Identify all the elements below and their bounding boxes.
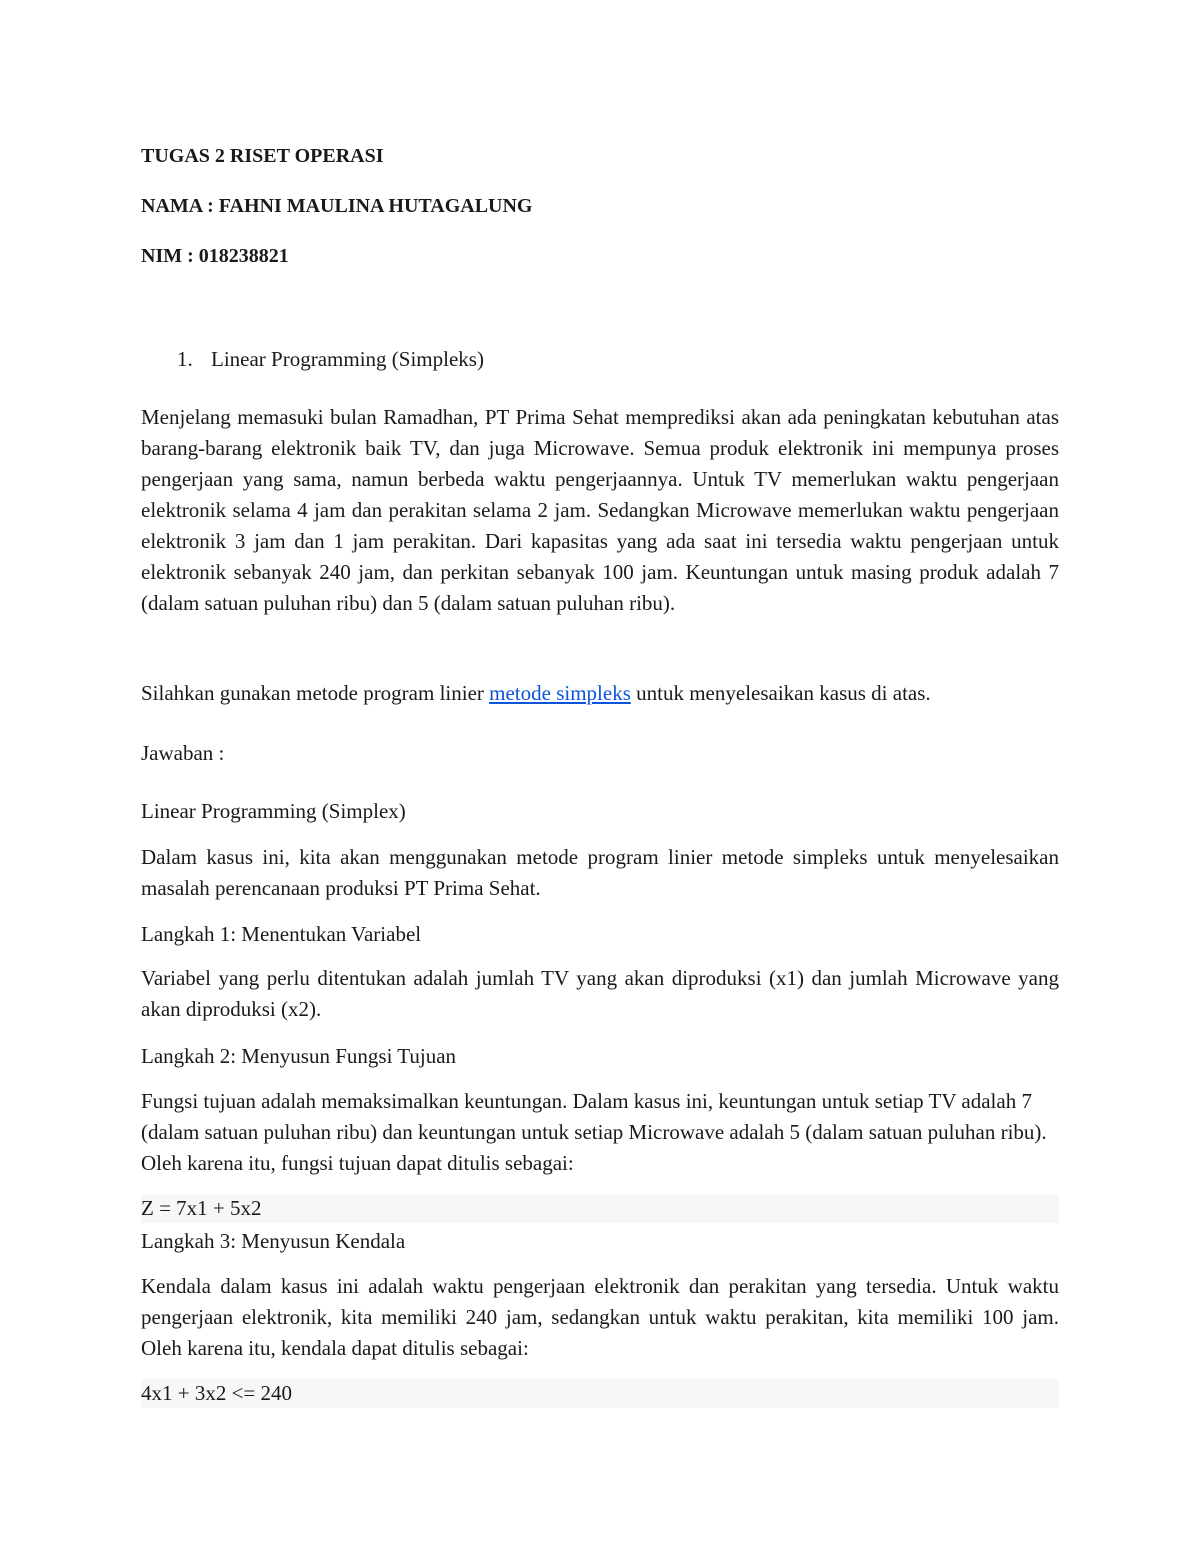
answer-intro: Dalam kasus ini, kita akan menggunakan metode program linier metode simpleks untuk menyelesaikan masalah perencanaan produksi PT Prima Sehat. — [141, 845, 1059, 900]
numbered-list-item — [141, 344, 1059, 375]
answer-subtitle: Linear Programming (Simplex) — [141, 799, 406, 823]
instruction-text-after: untuk menyelesaikan kasus di atas. — [630, 681, 931, 705]
problem-paragraph: Menjelang memasuki bulan Ramadhan, PT Prima Sehat memprediksi akan ada peningkatan kebutuhan atas barang-barang elektronik baik TV, dan juga Microwave. Semua produk elektronik ini mempunya proses pengerjaan yang sama, namun berbeda waktu pengerjaannya. Untuk TV memerlukan waktu pengerjaan elektronik selama 4 jam dan perakitan selama 2 jam. Sedangkan Microwave memerlukan waktu pengerjaan elektronik 3 jam dan 1 jam perakitan. Dari kapasitas yang ada saat ini tersedia waktu pengerjaan untuk elektronik sebanyak 240 jam, dan perkitan sebanyak 100 jam. Keuntungan untuk masing produk adalah 7 (dalam satuan puluhan ribu) dan 5 (dalam satuan puluhan ribu). — [141, 405, 1059, 615]
step2-text: Fungsi tujuan adalah memaksimalkan keuntungan. Dalam kasus ini, keuntungan untuk setiap TV adalah 7 (dalam satuan puluhan ribu) dan keuntungan untuk setiap Microwave adalah 5 (dalam satuan puluhan ribu). Oleh karena itu, fungsi tujuan dapat ditulis sebagai: — [141, 1089, 1047, 1175]
student-nim: NIM : 018238821 — [141, 245, 289, 267]
list-number: 1. — [177, 347, 193, 371]
objective-function-equation: Z = 7x1 + 5x2 — [141, 1194, 1059, 1223]
step1-text: Variabel yang perlu ditentukan adalah jumlah TV yang akan diproduksi (x1) dan jumlah Microwave yang akan diproduksi (x2). — [141, 966, 1059, 1021]
step3-text: Kendala dalam kasus ini adalah waktu pengerjaan elektronik dan perakitan yang tersedia. Untuk waktu pengerjaan elektronik, kita memiliki 240 jam, sedangkan untuk waktu perakitan, kita memiliki 100 jam. Oleh karena itu, kendala dapat ditulis sebagai: — [141, 1274, 1059, 1360]
step2-title: Langkah 2: Menyusun Fungsi Tujuan — [141, 1044, 457, 1068]
constraint-equation: 4x1 + 3x2 <= 240 — [141, 1379, 1059, 1408]
list-item-text: Linear Programming (Simpleks) — [211, 347, 484, 371]
student-name: NAMA : FAHNI MAULINA HUTAGALUNG — [141, 195, 533, 217]
metode-simpleks-link[interactable]: metode simpleks — [489, 681, 631, 705]
step3-title: Langkah 3: Menyusun Kendala — [141, 1229, 406, 1253]
step1-title: Langkah 1: Menentukan Variabel — [141, 922, 422, 946]
document-title: TUGAS 2 RISET OPERASI — [141, 145, 384, 167]
answer-label: Jawaban : — [141, 741, 225, 765]
instruction-paragraph — [141, 678, 931, 709]
instruction-text-before: Silahkan gunakan metode program linier — [141, 681, 490, 705]
